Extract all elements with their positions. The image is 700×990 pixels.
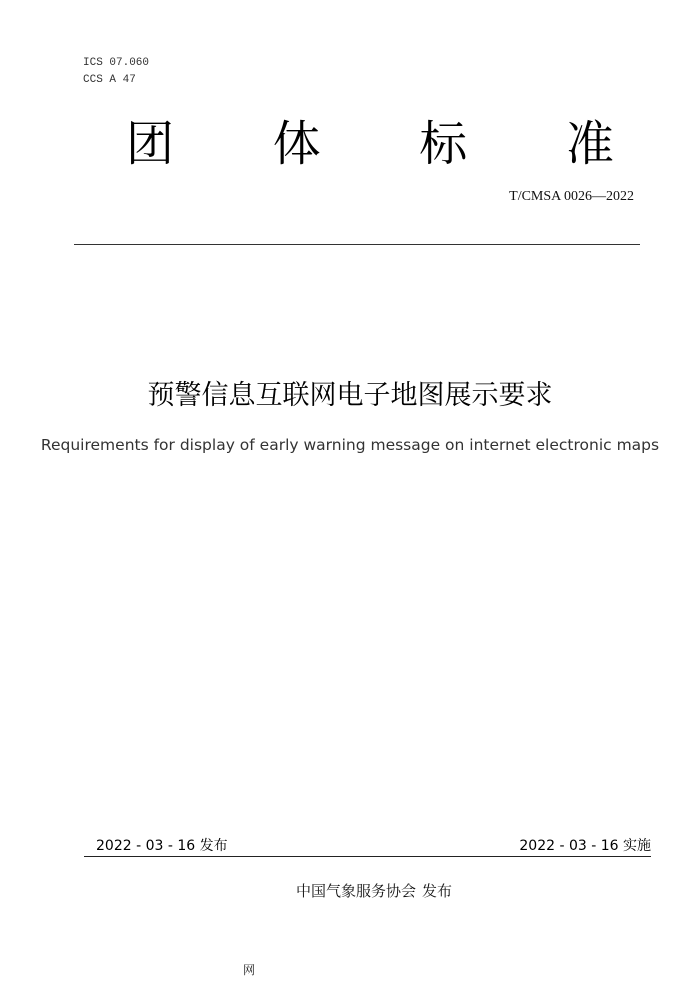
title-chinese: 预警信息互联网电子地图展示要求 — [147, 380, 553, 411]
standard-number: T/CMSA 0026—2022 — [509, 189, 634, 204]
title-char-3: 标 — [419, 116, 468, 172]
publisher-action: 发布 — [422, 882, 453, 900]
title-english: Requirements for display of early warning message on internet electronic maps — [40, 436, 660, 454]
document-type-title — [100, 112, 640, 176]
title-char-2: 体 — [272, 116, 321, 172]
implement-date: 2022 - 03 - 16 实施 — [519, 838, 651, 854]
ics-code: ICS 07.060 — [83, 57, 150, 69]
ccs-code: CCS A 47 — [83, 74, 136, 86]
publisher-line — [296, 880, 452, 902]
title-char-1: 团 — [125, 116, 174, 172]
page-mark: 网 — [243, 963, 256, 977]
footer-divider — [84, 856, 651, 857]
header-divider — [74, 244, 640, 245]
publish-date: 2022 - 03 - 16 发布 — [96, 838, 228, 854]
dates-row — [84, 836, 651, 856]
title-char-4: 准 — [565, 116, 614, 172]
classification-codes — [83, 55, 149, 89]
publisher-name: 中国气象服务协会 — [296, 882, 417, 900]
